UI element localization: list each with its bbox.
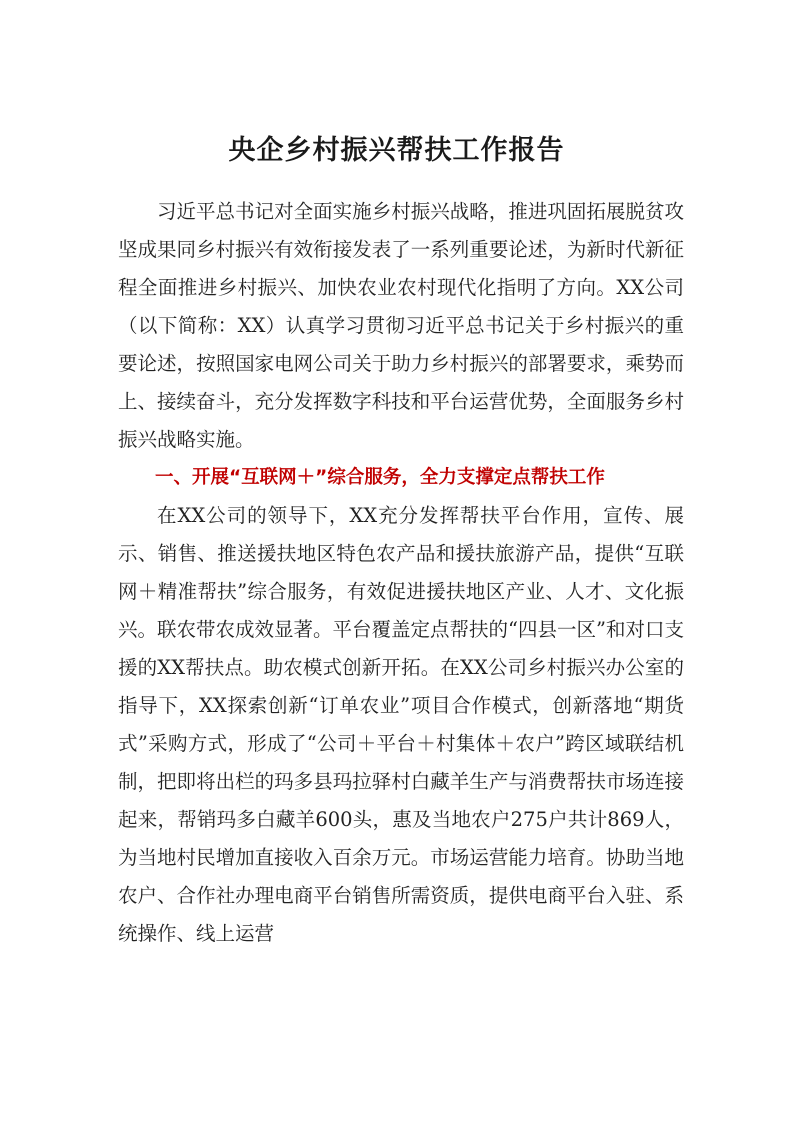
section-paragraph: 在XX公司的领导下，XX充分发挥帮扶平台作用，宣传、展示、销售、推送援扶地区特色农产品和援扶旅游产品，提供“互联网＋精准帮扶”综合服务，有效促进援扶地区产业、人才、文化振兴。联农带农成效显著。平台覆盖定点帮扶的“四县一区”和对口支援的XX帮扶点。助农模式创新开拓。在XX公司乡村振兴办公室的指导下，XX探索创新“订单农业”项目合作模式，创新落地“期货式”采购方式，形成了“公司＋平台＋村集体＋农户”跨区域联结机制，把即将出栏的玛多县玛拉驿村白藏羊生产与消费帮扶市场连接起来，帮销玛多白藏羊600头，惠及当地农户275户共计869人，为当地村民增加直接收入百余万元。市场运营能力培育。协助当地农户、合作社办理电商平台销售所需资质，提供电商平台入驻、系统操作、线上运营 xyxy=(118,504,684,945)
document-body xyxy=(118,193,684,953)
intro-paragraph: 习近平总书记对全面实施乡村振兴战略，推进巩固拓展脱贫攻坚成果同乡村振兴有效衔接发表了一系列重要论述，为新时代新征程全面推进乡村振兴、加快农业农村现代化指明了方向。XX公司（以下简称：XX）认真学习贯彻习近平总书记关于乡村振兴的重要论述，按照国家电网公司关于助力乡村振兴的部署要求，乘势而上、接续奋斗，充分发挥数字科技和平台运营优势，全面服务乡村振兴战略实施。 xyxy=(118,200,684,451)
section-heading: 一、开展“互联网＋”综合服务，全力支撑定点帮扶工作 xyxy=(155,467,605,488)
document-title: 央企乡村振兴帮扶工作报告 xyxy=(228,135,565,166)
